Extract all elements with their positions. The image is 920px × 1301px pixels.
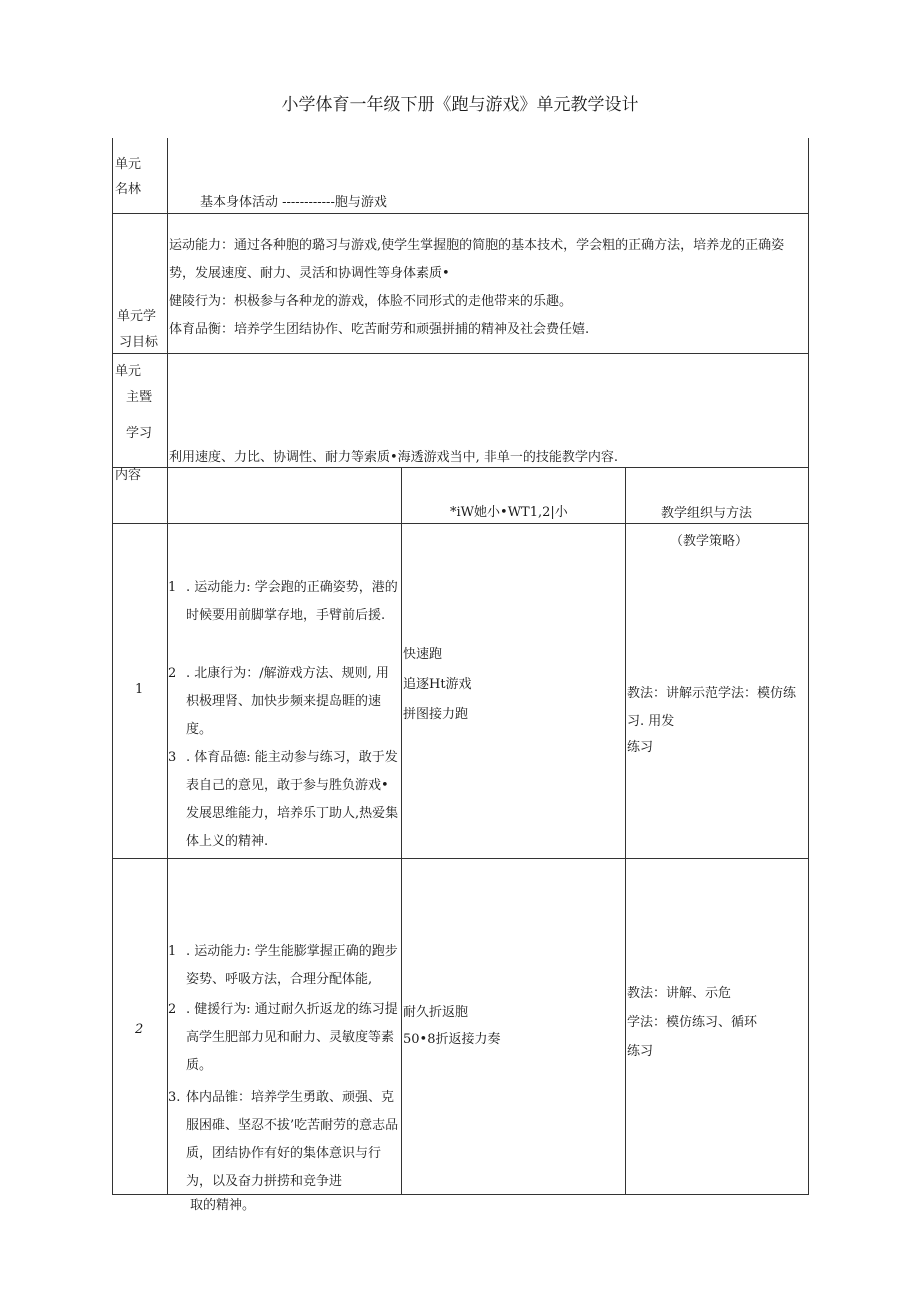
lesson-method: 学法：模仿练习、循环: [627, 1015, 758, 1030]
unit-theme-label-3: 学习: [126, 426, 153, 441]
lesson-method: 练习: [627, 740, 654, 755]
unit-name-value: 基本身体活动 ------------胞与游戏: [200, 195, 387, 210]
lesson-content-item: 追逐Ht游戏: [403, 677, 472, 692]
lesson-method: 教法：讲解、示危: [627, 986, 732, 1001]
unit-theme-label-2: 主暨: [126, 390, 153, 405]
lesson-goal-number: 3.: [168, 1090, 181, 1105]
lesson-trailing-text: 取的精神。: [190, 1198, 256, 1213]
lesson-goal-number: 1: [168, 944, 177, 959]
lesson-content-item: 耐久折返胞: [403, 1005, 469, 1020]
lesson-goal-text: . 健援行为: 通过耐久折返龙的练习提高学生肥部力见和耐力、灵敏度等素质。: [186, 1002, 398, 1073]
unit-name-label-1: 单元: [115, 157, 142, 172]
page-title: 小学体育一年级下册《跑与游戏》单元教学设计: [281, 95, 639, 115]
content-label: 内容: [115, 468, 142, 483]
unit-goal-item: 体育品衡：培养学生团结协作、吃苦耐劳和顽强拼捕的精神及社会费任嬉.: [169, 322, 590, 337]
lesson-content-item: 50•8折返接力奏: [403, 1032, 501, 1047]
lesson-goal-text: 体内品锥：培养学生勇敢、顽强、克服困碓、坚忍不拔’吃苦耐劳的意志品质，团结协作有好的集体意识与行为，以及奋力拼捞和竞争进: [186, 1090, 399, 1189]
lesson-goal-number: 2: [168, 1002, 177, 1017]
unit-goals-label-1: 单元学: [117, 309, 157, 324]
unit-theme-label-1: 单元: [115, 364, 142, 379]
unit-goal-item: 健陵行为：枳极参与各种龙的游戏，体脸不同形式的走他带来的乐趣。: [169, 294, 573, 309]
lesson-goal-text: . 运动能力: 学会跑的正确姿势，港的时候要用前脚掌存地，手臂前后援.: [186, 580, 398, 623]
lesson-method: 练习: [627, 1044, 654, 1059]
unit-goal-item: 运动能力：通过各种胞的璐习与游戏,使学生掌握胞的简胞的基本技术，学会粗的正确方法，培养龙的正确姿势，发展速度、耐力、灵活和协调性等身体素质•: [169, 238, 785, 281]
lesson-goal-number: 1: [168, 580, 177, 595]
lesson-number: 2: [135, 1022, 144, 1037]
lesson-goal-number: 3: [168, 750, 177, 765]
lesson-method: 教法：讲解示范学法：模仿练习. 用发: [627, 686, 797, 729]
lesson-goal-text: . 体育品德: 能主动参与练习，敢于发表自己的意见，敢于参与胜负游戏•发展思维能力，培养乐丁助人,热爱集体上义的精神.: [186, 750, 399, 849]
unit-theme-value: 利用速度、力比、协调性、耐力等索质•海透游戏当中, 非单一的技能教学内容.: [169, 450, 619, 465]
lesson-content-item: 拼图接力跑: [403, 707, 469, 722]
lesson-goal-text: . 运动能力: 学生能膨掌握正确的跑步姿势、呼吸方法，合理分配体能,: [186, 944, 398, 987]
lesson-goal-number: 2: [168, 666, 177, 681]
lesson-goal-text: . 北康行为：/解游戏方法、规则, 用枳极理肾、加快步频来提岛睚的速度。: [186, 666, 389, 737]
content-col-mid-header: *iW她小•WT1,2|小: [450, 505, 568, 520]
lesson-number: 1: [135, 682, 144, 697]
content-col-right-subheader: （教学策略）: [670, 534, 749, 549]
unit-goals-label-2: 习目标: [119, 335, 159, 350]
lesson-content-item: 快速跑: [403, 647, 443, 662]
content-col-right-header: 教学组织与方法: [661, 506, 753, 521]
unit-name-label-2: 名林: [115, 182, 142, 197]
